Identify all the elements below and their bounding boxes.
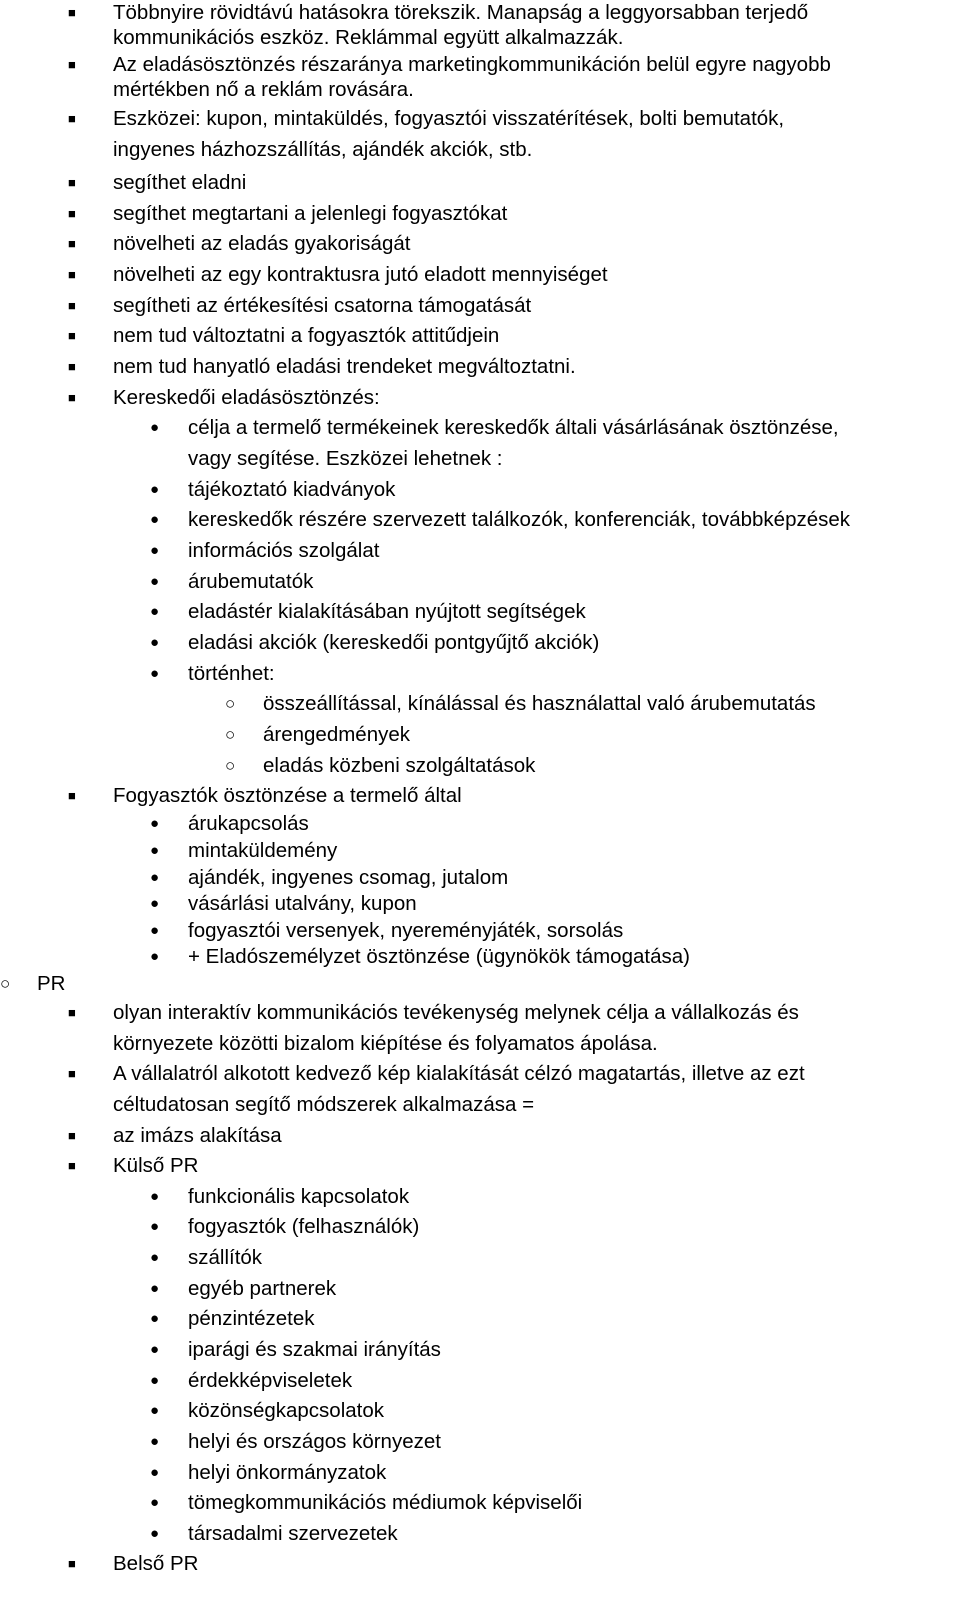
text-line: iparági és szakmai irányítás [188, 1338, 441, 1361]
list-item-text [113, 198, 507, 229]
text-line: eladástér kialakításában nyújtott segítségek [188, 600, 586, 623]
text-line: fogyasztói versenyek, nyereményjáték, sorsolás [188, 919, 624, 942]
disc-bullet-icon: ● [150, 419, 160, 436]
square-bullet-icon: ■ [68, 328, 76, 343]
disc-bullet-icon: ● [150, 1188, 160, 1205]
disc-bullet-icon: ● [150, 1310, 160, 1327]
list-item-text [113, 320, 499, 351]
text-line: A vállalatról alkotott kedvező kép kialakítását célzó magatartás, illetve az ezt [113, 1062, 805, 1085]
list-item-text [188, 1426, 441, 1457]
list-item-text [263, 719, 410, 750]
text-line: szállítók [188, 1246, 263, 1269]
list-item-text [188, 1518, 398, 1549]
list-item-text [113, 103, 784, 165]
list-item-text [113, 997, 799, 1059]
text-line: árukapcsolás [188, 812, 309, 835]
list-item-text [113, 290, 531, 321]
text-line: tömegkommunikációs médiumok képviselői [188, 1491, 583, 1514]
text-line: nem tud hanyatló eladási trendeket megváltoztatni. [113, 355, 576, 378]
list-item-text [113, 1058, 805, 1120]
square-bullet-icon: ■ [68, 5, 76, 20]
text-line: fogyasztók (felhasználók) [188, 1215, 420, 1238]
text-line: segíthet megtartani a jelenlegi fogyasztókat [113, 202, 508, 225]
text-line: közönségkapcsolatok [188, 1399, 385, 1422]
text-line: vagy segítése. Eszközei lehetnek : [188, 447, 503, 470]
text-line: segíthet eladni [113, 171, 247, 194]
list-item-text [188, 1395, 384, 1426]
list-item-text [188, 1303, 315, 1334]
text-line: eladás közbeni szolgáltatások [263, 754, 536, 777]
text-line: mértékben nő a reklám rovására. [113, 78, 414, 101]
text-line: pénzintézetek [188, 1307, 315, 1330]
list-item-text [188, 535, 379, 566]
text-line: PR [37, 972, 66, 995]
disc-bullet-icon: ● [150, 511, 160, 528]
square-bullet-icon: ■ [68, 1158, 76, 1173]
text-line: helyi önkormányzatok [188, 1461, 387, 1484]
list-item-text [113, 167, 246, 198]
list-item-text [188, 658, 275, 689]
circle-bullet-icon: ○ [225, 725, 236, 744]
square-bullet-icon: ■ [68, 1066, 76, 1081]
disc-bullet-icon: ● [150, 1218, 160, 1235]
disc-bullet-icon: ● [150, 1249, 160, 1266]
circle-bullet-icon: ○ [225, 694, 236, 713]
disc-bullet-icon: ● [150, 665, 160, 682]
text-line: kommunikációs eszköz. Reklámmal együtt alkalmazzák. [113, 26, 624, 49]
text-line: érdekképviseletek [188, 1369, 353, 1392]
square-bullet-icon: ■ [68, 267, 76, 282]
list-item-text [188, 837, 337, 864]
list-item-text [113, 52, 831, 102]
disc-bullet-icon: ● [150, 922, 160, 939]
square-bullet-icon: ■ [68, 788, 76, 803]
list-item-text [188, 1242, 262, 1273]
disc-bullet-icon: ● [150, 1402, 160, 1419]
list-item-text [263, 750, 535, 781]
disc-bullet-icon: ● [150, 895, 160, 912]
text-line: árengedmények [263, 723, 411, 746]
text-line: ajándék, ingyenes csomag, jutalom [188, 866, 509, 889]
text-line: helyi és országos környezet [188, 1430, 441, 1453]
list-item-text [188, 943, 690, 970]
text-line: információs szolgálat [188, 539, 380, 562]
circle-bullet-icon: ○ [0, 974, 11, 993]
text-line: vásárlási utalvány, kupon [188, 892, 417, 915]
list-item-text [113, 1548, 198, 1579]
text-line: növelheti az egy kontraktusra jutó eladott mennyiséget [113, 263, 608, 286]
disc-bullet-icon: ● [150, 1464, 160, 1481]
text-line: Többnyire rövidtávú hatásokra törekszik. Manapság a leggyorsabban terjedő [113, 1, 809, 24]
text-line: összeállítással, kínálással és használattal való árubemutatás [263, 692, 816, 715]
list-item-text [113, 351, 576, 382]
list-item-text [188, 504, 850, 535]
list-item-text [113, 1120, 282, 1151]
disc-bullet-icon: ● [150, 1280, 160, 1297]
list-item-text [188, 1211, 419, 1242]
square-bullet-icon: ■ [68, 1005, 76, 1020]
disc-bullet-icon: ● [150, 1494, 160, 1511]
square-bullet-icon: ■ [68, 1556, 76, 1571]
disc-bullet-icon: ● [150, 1433, 160, 1450]
list-item-text [188, 890, 417, 917]
text-line: társadalmi szervezetek [188, 1522, 398, 1545]
list-item-text [188, 566, 313, 597]
text-line: árubemutatók [188, 570, 314, 593]
circle-bullet-icon: ○ [225, 756, 236, 775]
list-item-text [188, 412, 839, 474]
text-line: funkcionális kapcsolatok [188, 1185, 410, 1208]
list-item-text [188, 1334, 441, 1365]
list-item-text [188, 1181, 409, 1212]
text-line: tájékoztató kiadványok [188, 478, 396, 501]
square-bullet-icon: ■ [68, 359, 76, 374]
list-item-text [113, 780, 462, 811]
text-line: céltudatosan segítő módszerek alkalmazása = [113, 1093, 535, 1116]
list-item-text [188, 1487, 582, 1518]
list-item-text [263, 688, 816, 719]
square-bullet-icon: ■ [68, 175, 76, 190]
disc-bullet-icon: ● [150, 603, 160, 620]
text-line: ingyenes házhozszállítás, ajándék akciók, stb. [113, 138, 533, 161]
disc-bullet-icon: ● [150, 573, 160, 590]
list-item-text [188, 1365, 352, 1396]
text-line: Az eladásösztönzés részaránya marketingkommunikáción belül egyre nagyobb [113, 53, 831, 76]
list-item-text [188, 810, 309, 837]
text-line: Külső PR [113, 1154, 199, 1177]
text-line: környezete közötti bizalom kiépítése és folyamatos ápolása. [113, 1032, 658, 1055]
text-line: az imázs alakítása [113, 1124, 282, 1147]
disc-bullet-icon: ● [150, 1372, 160, 1389]
disc-bullet-icon: ● [150, 815, 160, 832]
text-line: Fogyasztók ösztönzése a termelő által [113, 784, 462, 807]
list-item-text [188, 474, 395, 505]
list-item-text [188, 596, 586, 627]
text-line: nem tud változtatni a fogyasztók attitűdjein [113, 324, 500, 347]
disc-bullet-icon: ● [150, 481, 160, 498]
text-line: Belső PR [113, 1552, 199, 1575]
text-line: célja a termelő termékeinek kereskedők általi vásárlásának ösztönzése, [188, 416, 839, 439]
text-line: segítheti az értékesítési csatorna támogatását [113, 294, 532, 317]
text-line: Eszközei: kupon, mintaküldés, fogyasztói visszatérítések, bolti bemutatók, [113, 107, 785, 130]
square-bullet-icon: ■ [68, 236, 76, 251]
text-line: történhet: [188, 662, 275, 685]
list-item-text [188, 864, 508, 891]
list-item-text [188, 1273, 336, 1304]
square-bullet-icon: ■ [68, 57, 76, 72]
list-item-text [188, 627, 599, 658]
square-bullet-icon: ■ [68, 1128, 76, 1143]
disc-bullet-icon: ● [150, 1341, 160, 1358]
disc-bullet-icon: ● [150, 948, 160, 965]
text-line: mintaküldemény [188, 839, 338, 862]
list-item-text [113, 259, 608, 290]
disc-bullet-icon: ● [150, 842, 160, 859]
text-line: + Eladószemélyzet ösztönzése (ügynökök támogatása) [188, 945, 690, 968]
disc-bullet-icon: ● [150, 1525, 160, 1542]
list-item-text [113, 228, 410, 259]
square-bullet-icon: ■ [68, 206, 76, 221]
disc-bullet-icon: ● [150, 542, 160, 559]
text-line: Kereskedői eladásösztönzés: [113, 386, 380, 409]
text-line: eladási akciók (kereskedői pontgyűjtő akciók) [188, 631, 600, 654]
square-bullet-icon: ■ [68, 390, 76, 405]
list-item-text [188, 1457, 386, 1488]
list-item-text [113, 382, 380, 413]
text-line: olyan interaktív kommunikációs tevékenység melynek célja a vállalkozás és [113, 1001, 799, 1024]
list-item-text [113, 1150, 198, 1181]
text-line: egyéb partnerek [188, 1277, 337, 1300]
square-bullet-icon: ■ [68, 111, 76, 126]
text-line: növelheti az eladás gyakoriságát [113, 232, 411, 255]
list-item-text [188, 917, 623, 944]
disc-bullet-icon: ● [150, 634, 160, 651]
disc-bullet-icon: ● [150, 869, 160, 886]
text-line: kereskedők részére szervezett találkozók, konferenciák, továbbképzések [188, 508, 851, 531]
list-item-text [37, 970, 65, 997]
list-item-text [113, 0, 808, 50]
square-bullet-icon: ■ [68, 298, 76, 313]
